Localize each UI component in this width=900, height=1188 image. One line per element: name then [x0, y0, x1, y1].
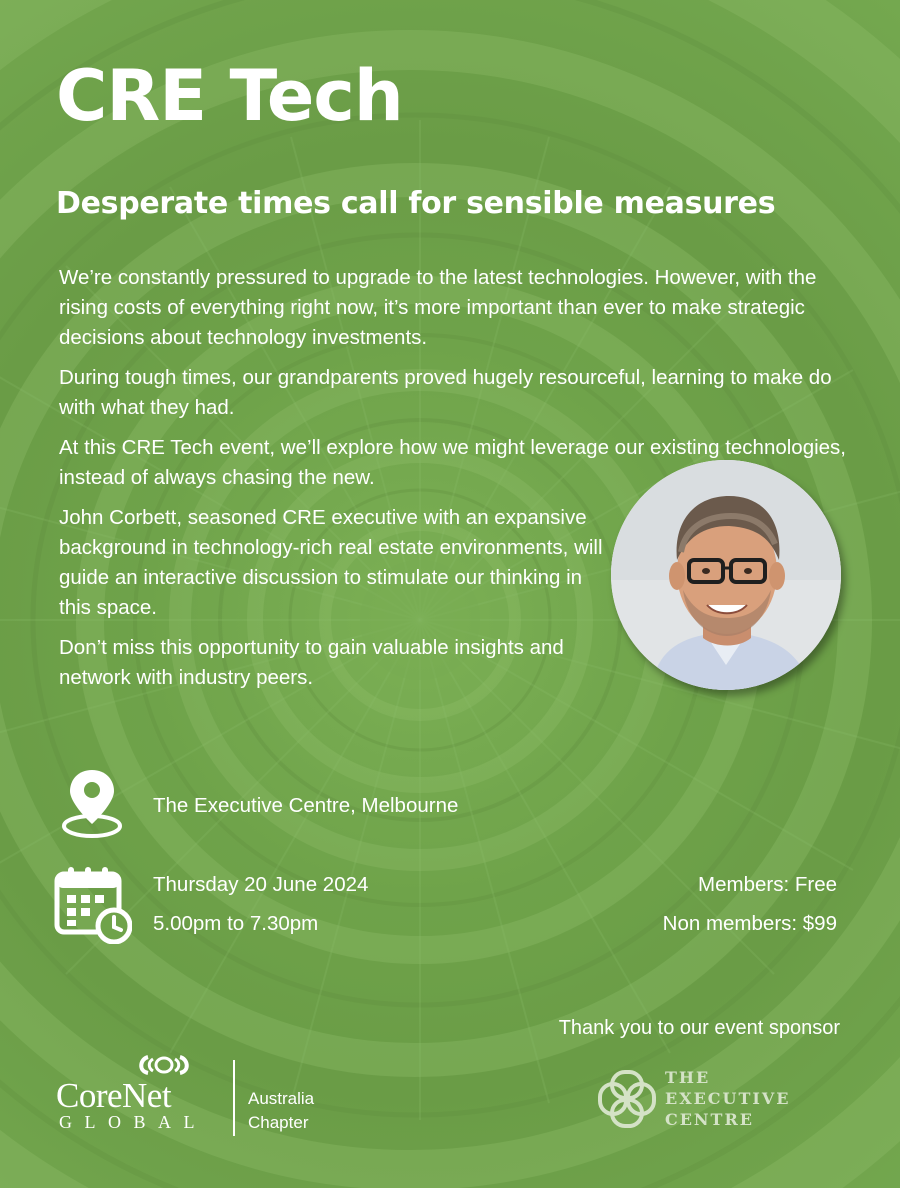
description-paragraph: During tough times, our grandparents proved hugely resourceful, learning to make do with what they had. — [59, 366, 832, 419]
logo-divider — [233, 1060, 235, 1136]
event-date: Thursday 20 June 2024 — [153, 873, 369, 896]
executive-centre-wordmark — [665, 1067, 791, 1130]
map-pin-icon — [60, 766, 124, 838]
sponsor-thanks: Thank you to our event sponsor — [558, 1017, 840, 1039]
members-price: Members: Free — [698, 873, 837, 896]
page-title: CRE Tech — [56, 55, 403, 137]
corenet-global-logo — [56, 1054, 226, 1136]
calendar-clock-icon — [54, 864, 132, 944]
event-time: 5.00pm to 7.30pm — [153, 912, 319, 935]
speaker-portrait-illustration — [611, 460, 841, 690]
chapter-line: Australia — [248, 1089, 315, 1108]
corenet-wordmark: CoreNet — [56, 1076, 172, 1115]
event-venue: The Executive Centre, Melbourne — [153, 794, 459, 817]
page-subtitle: Desperate times call for sensible measures — [56, 186, 776, 221]
description-paragraph: We’re constantly pressured to upgrade to the latest technologies. However, with the rising costs of everything right now, it’s more important than ever to make strategic decisions about technology investments. — [59, 266, 817, 349]
description-paragraph: At this CRE Tech event, we’ll explore how we might leverage our existing technologies, instead of always chasing the new. — [59, 436, 846, 489]
corenet-subword: GLOBAL — [59, 1112, 207, 1132]
description-paragraph: Don’t miss this opportunity to gain valuable insights and network with industry peers. — [59, 636, 564, 689]
executive-centre-logo-icon — [596, 1070, 658, 1128]
description-paragraph: John Corbett, seasoned CRE executive with an expansive background in technology-rich real estate environments, will guide an interactive discussion to stimulate our thinking in this space. — [59, 506, 603, 619]
corenet-logo-icon — [132, 1054, 196, 1076]
te-line: EXECUTIVE — [665, 1089, 791, 1108]
chapter-line: Chapter — [248, 1113, 309, 1132]
te-line: THE — [665, 1068, 711, 1087]
chapter-label — [248, 1087, 314, 1135]
speaker-photo — [611, 460, 841, 690]
non-members-price: Non members: $99 — [662, 912, 837, 935]
te-line: CENTRE — [665, 1110, 754, 1129]
